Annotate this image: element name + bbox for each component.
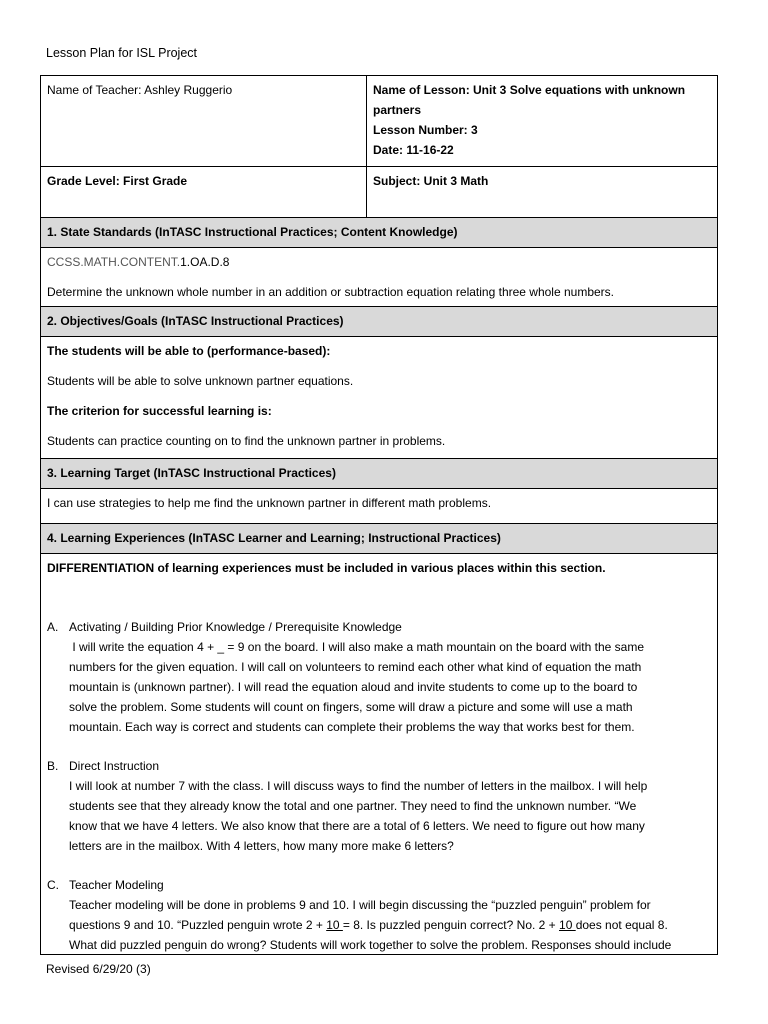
- criterion-label: The criterion for successful learning is:: [47, 404, 272, 418]
- lesson-name-line1: Name of Lesson: Unit 3 Solve equations with unknown: [373, 83, 686, 97]
- section-line: know that we have 4 letters. We also know that there are a total of 6 letters. We need to figure out how many: [69, 819, 645, 833]
- objectives-heading-row: [41, 307, 718, 337]
- target-text: I can use strategies to help me find the unknown partner in different math problems.: [41, 489, 718, 524]
- objectives-heading: 2. Objectives/Goals (InTASC Instructional Practices): [41, 307, 718, 337]
- differentiation-note: DIFFERENTIATION of learning experiences must be included in various places within this section.: [47, 561, 606, 575]
- target-heading-row: [41, 459, 718, 489]
- performance-label: The students will be able to (performance-based):: [47, 344, 331, 358]
- section-line: I will write the equation 4 + _ = 9 on the board. I will also make a math mountain on the board with the same: [69, 640, 644, 654]
- performance-text: Students will be able to solve unknown partner equations.: [47, 374, 354, 388]
- section-line: students see that they already know the total and one partner. They need to find the unknown number. “We: [69, 799, 637, 813]
- experiences-heading-row: [41, 524, 718, 554]
- target-heading: 3. Learning Target (InTASC Instructional Practices): [41, 459, 718, 489]
- section-line: What did puzzled penguin do wrong? Students will work together to solve the problem. Responses should include: [69, 938, 672, 952]
- lesson-name-line2: partners: [373, 103, 422, 117]
- standards-body-row: [41, 248, 718, 307]
- underlined-answer: 10: [559, 918, 576, 932]
- line-text: questions 9 and 10. “Puzzled penguin wrote 2 +: [69, 918, 327, 932]
- lesson-info-cell: [367, 76, 718, 167]
- section-line: letters are in the mailbox. With 4 letters, how many more make 6 letters?: [69, 839, 454, 853]
- lesson-date: Date: 11-16-22: [373, 143, 454, 157]
- revision-footer: Revised 6/29/20 (3): [46, 962, 151, 976]
- section-direct-instruction: [47, 756, 711, 856]
- document-title: Lesson Plan for ISL Project: [46, 46, 198, 60]
- grade-level: Grade Level: First Grade: [47, 174, 188, 188]
- grade-level-cell: [41, 167, 367, 218]
- section-letter: B.: [47, 759, 59, 773]
- section-line: Teacher modeling will be done in problems 9 and 10. I will begin discussing the “puzzled penguin” problem for: [69, 898, 651, 912]
- header-row-1: [41, 76, 718, 167]
- lesson-number: Lesson Number: 3: [373, 123, 478, 137]
- section-teacher-modeling: [47, 875, 711, 954]
- standard-code: [47, 252, 711, 272]
- line-text: = 8. Is puzzled penguin correct? No. 2 +: [342, 918, 560, 932]
- section-line: solve the problem. Some students will count on fingers, some will draw a picture and some will use a math: [69, 700, 633, 714]
- section-line: mountain. Each way is correct and students can complete their problems the way that works best for them.: [69, 720, 635, 734]
- standards-body: [41, 248, 718, 307]
- subject: Subject: Unit 3 Math: [373, 174, 489, 188]
- section-line-with-underlines: [69, 915, 711, 935]
- underlined-answer: 10: [326, 918, 343, 932]
- standards-heading: 1. State Standards (InTASC Instructional Practices; Content Knowledge): [41, 218, 718, 248]
- section-title: Direct Instruction: [69, 759, 160, 773]
- section-title: Teacher Modeling: [69, 878, 164, 892]
- standards-heading-row: [41, 218, 718, 248]
- section-activating: [47, 617, 711, 737]
- line-text: does not equal 8.: [575, 918, 668, 932]
- section-line: I will look at number 7 with the class. I will discuss ways to find the number of letters in the mailbox. I will help: [69, 779, 648, 793]
- section-letter: C.: [47, 878, 59, 892]
- objectives-body: [41, 337, 718, 459]
- standard-code-id: 1.OA.D.8: [180, 255, 230, 269]
- section-letter: A.: [47, 620, 59, 634]
- experiences-heading: 4. Learning Experiences (InTASC Learner and Learning; Instructional Practices): [41, 524, 718, 554]
- teacher-cell: [41, 76, 367, 167]
- experiences-body-row: [41, 554, 718, 955]
- header-row-2: [41, 167, 718, 218]
- standard-text: Determine the unknown whole number in an addition or subtraction equation relating three whole numbers.: [47, 285, 615, 299]
- section-line: numbers for the given equation. I will call on volunteers to remind each other what kind of equation the math: [69, 660, 642, 674]
- lesson-plan-table: [40, 75, 718, 955]
- objectives-body-row: [41, 337, 718, 459]
- experiences-body: [41, 554, 718, 955]
- teacher-name: Name of Teacher: Ashley Ruggerio: [47, 83, 233, 97]
- standard-code-prefix: CCSS.MATH.CONTENT.: [47, 255, 181, 269]
- subject-cell: [367, 167, 718, 218]
- section-title: Activating / Building Prior Knowledge / Prerequisite Knowledge: [69, 620, 402, 634]
- section-line: mountain is (unknown partner). I will read the equation aloud and invite students to come up to the board to: [69, 680, 638, 694]
- target-body-row: [41, 489, 718, 524]
- criterion-text: Students can practice counting on to find the unknown partner in problems.: [47, 434, 446, 448]
